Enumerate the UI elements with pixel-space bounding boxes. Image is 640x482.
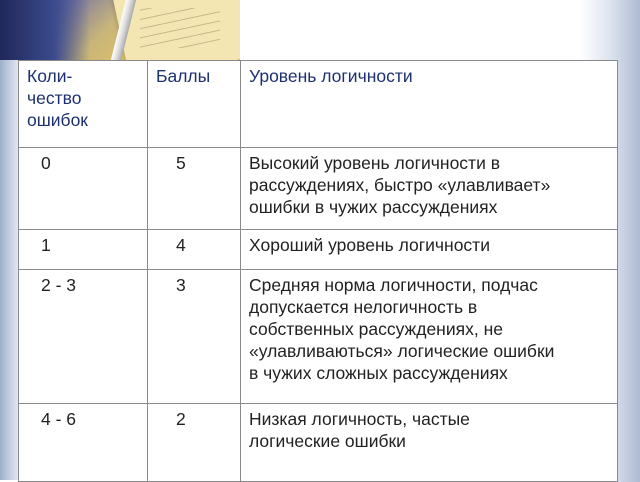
level-line: ошибки в чужих рассуждениях <box>249 197 498 217</box>
cell-level <box>241 404 618 482</box>
cell-errors: 1 <box>19 230 148 270</box>
level-line: Средняя норма логичности, подчас <box>249 275 538 295</box>
left-blue-edge <box>0 60 20 480</box>
header-errors-line: чество <box>27 88 82 108</box>
level-line: «улавливаються» логические ошибки <box>249 341 555 361</box>
level-line: собственных рассуждениях, не <box>249 319 503 339</box>
header-errors <box>19 61 148 148</box>
cell-errors: 4 - 6 <box>19 404 148 482</box>
header-errors-line: ошибок <box>27 110 88 130</box>
level-line: рассуждениях, быстро «улавливает» <box>249 175 551 195</box>
cell-errors: 2 - 3 <box>19 270 148 404</box>
cell-level <box>241 230 618 270</box>
level-line: в чужих сложных рассуждениях <box>249 363 508 383</box>
cell-points: 2 <box>148 404 241 482</box>
table-header-row <box>19 61 618 148</box>
cell-errors: 0 <box>19 148 148 230</box>
photo-shadow <box>0 0 90 60</box>
table-row <box>19 404 618 482</box>
cell-level <box>241 148 618 230</box>
header-level: Уровень логичности <box>241 61 618 148</box>
logic-level-table <box>18 60 618 482</box>
level-line: логические ошибки <box>249 431 406 451</box>
level-line: Хороший уровень логичности <box>249 235 490 255</box>
header-errors-line: Коли- <box>27 66 73 86</box>
level-line: Высокий уровень логичности в <box>249 153 501 173</box>
table-row <box>19 270 618 404</box>
photo-handwriting <box>140 8 220 48</box>
table-row <box>19 230 618 270</box>
table-row <box>19 148 618 230</box>
cell-level <box>241 270 618 404</box>
level-line: Низкая логичность, частые <box>249 409 470 429</box>
cell-points: 4 <box>148 230 241 270</box>
header-points: Баллы <box>148 61 241 148</box>
cell-points: 3 <box>148 270 241 404</box>
cell-points: 5 <box>148 148 241 230</box>
notebook-pen-photo <box>0 0 240 60</box>
level-line: допускается нелогичность в <box>249 297 478 317</box>
